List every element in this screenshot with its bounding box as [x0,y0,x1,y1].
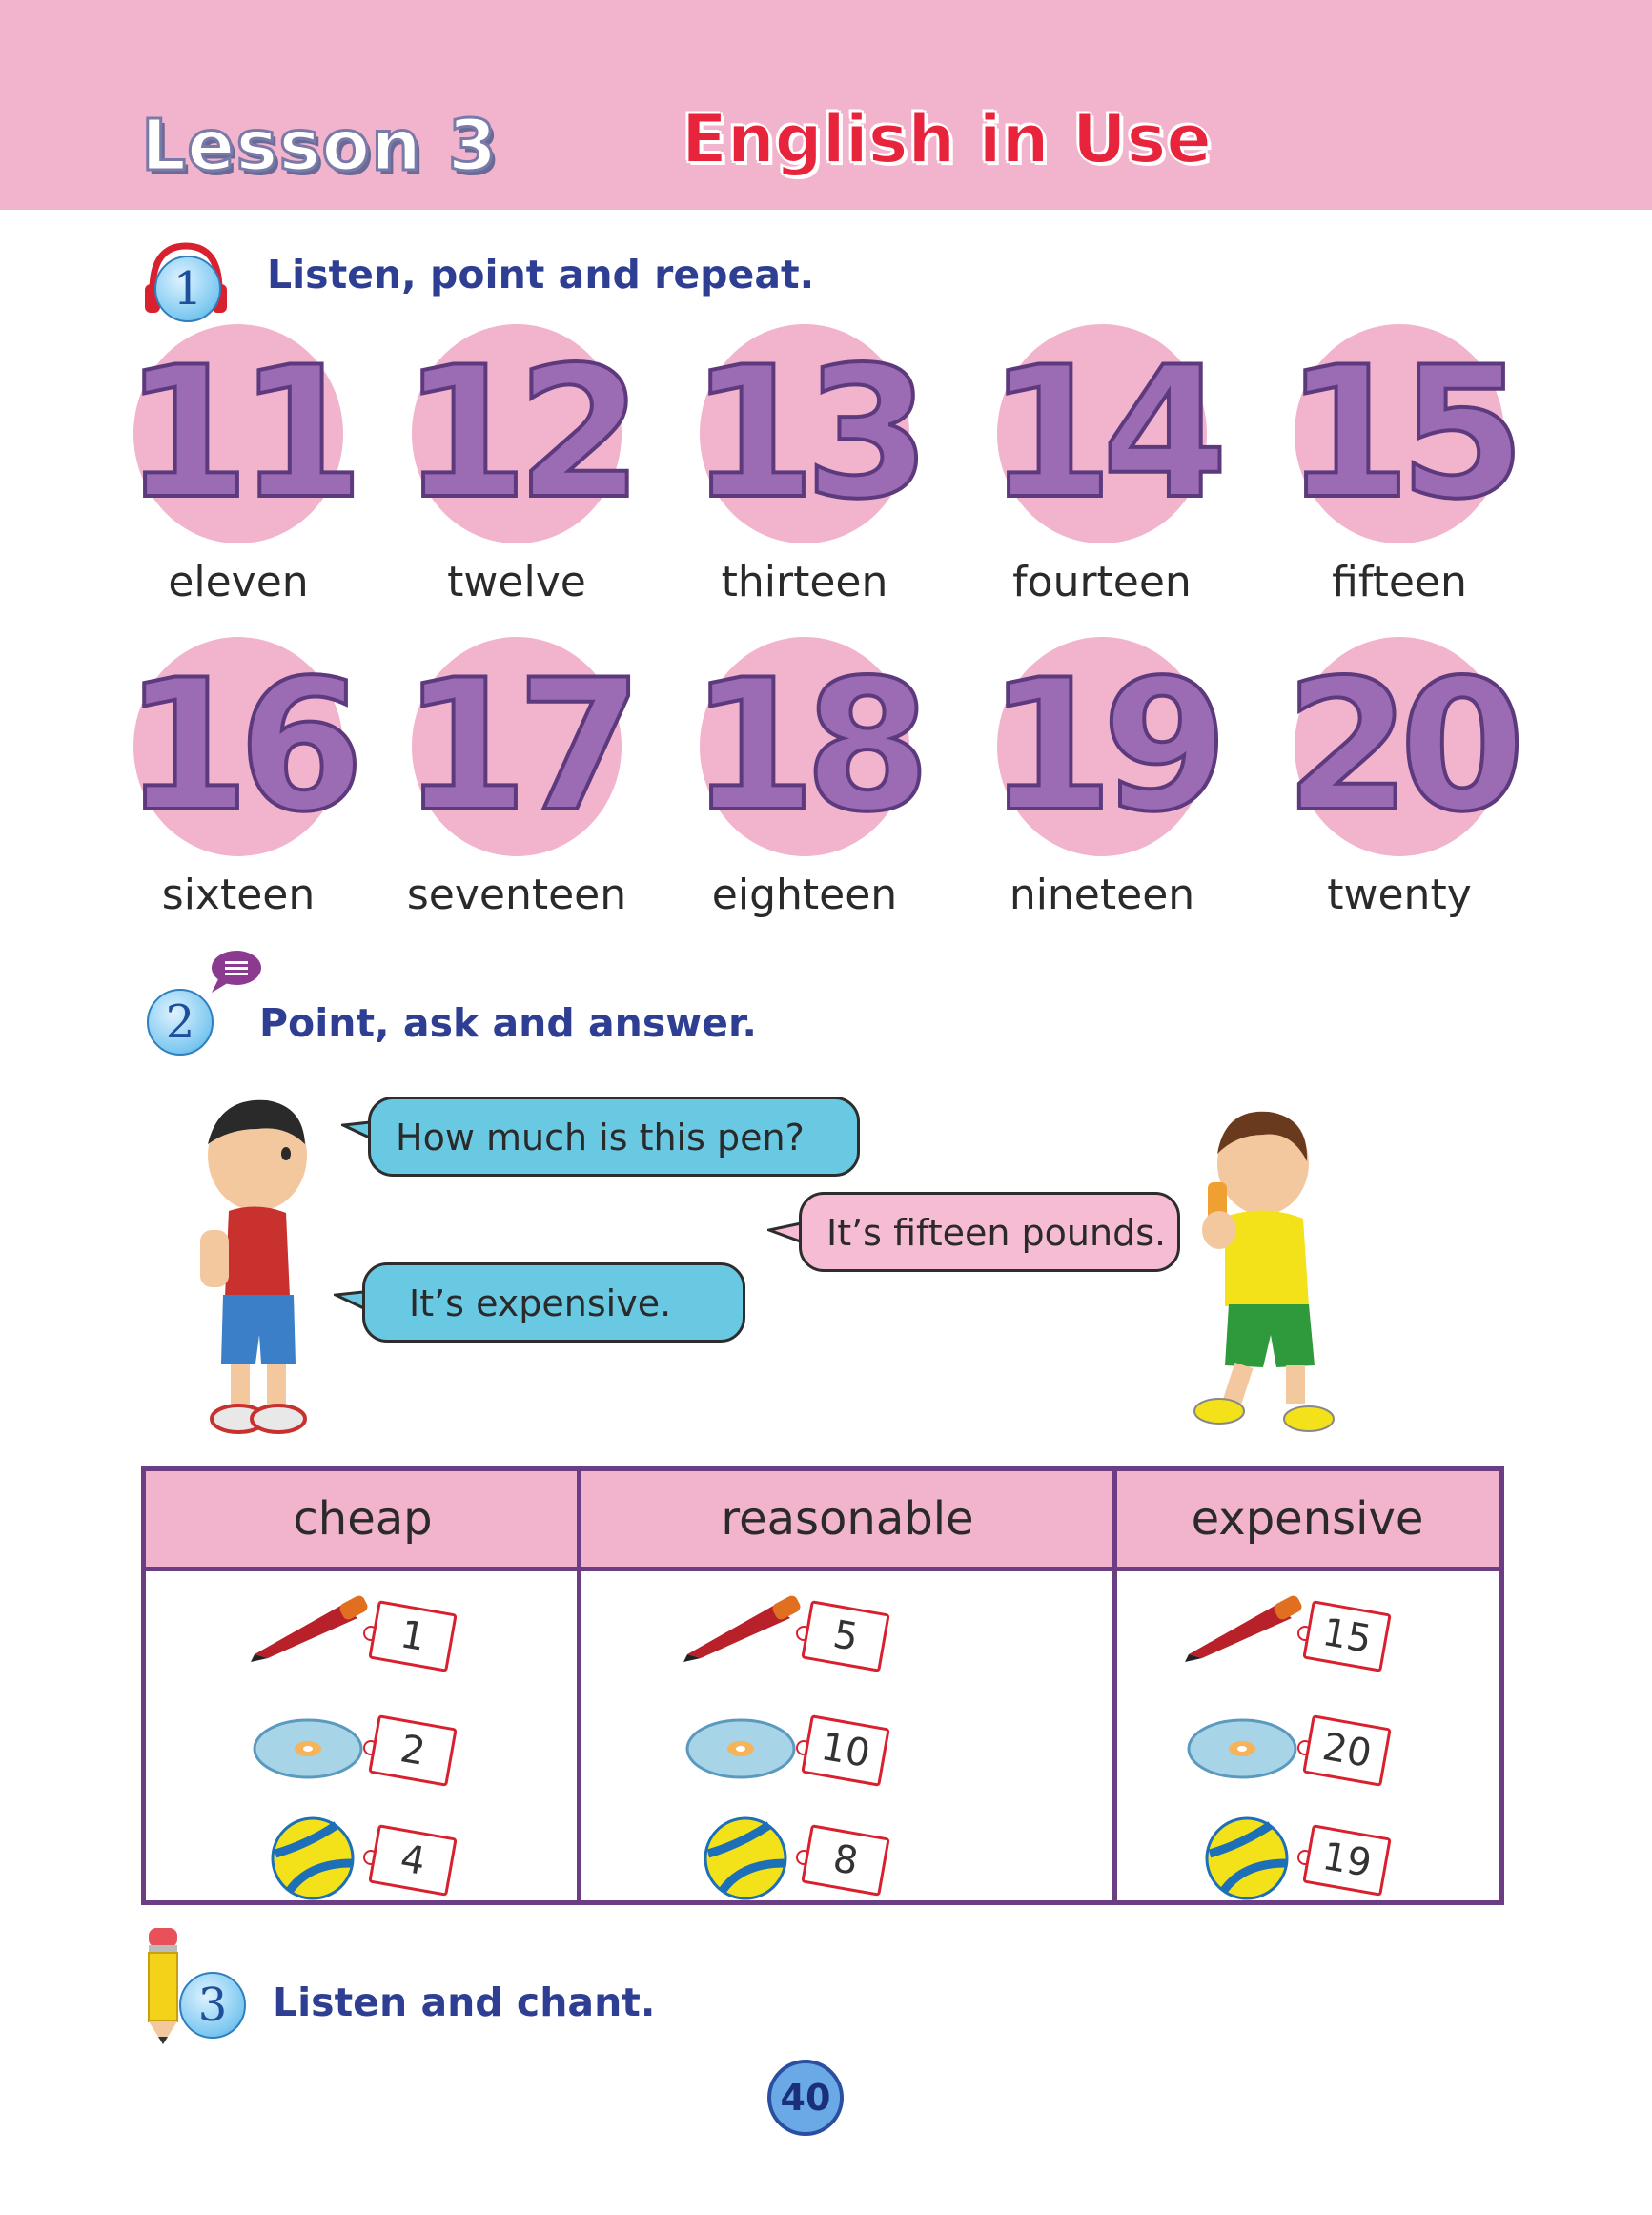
number-digit: 14 [987,328,1217,539]
price-tag: 10 [801,1714,889,1787]
page-number: 40 [767,2060,844,2136]
section-3-number: 3 [179,1972,246,2039]
price-item-cd[interactable] [683,1700,912,1795]
price-tag: 19 [1302,1824,1391,1897]
speech-bubble-icon [206,949,263,996]
speech-bubble-comment: It’s expensive. [362,1262,745,1343]
number-card[interactable] [374,324,660,639]
volleyball-icon [1204,1815,1290,1901]
pencil-icon [141,1924,189,2046]
number-word: eleven [168,558,309,606]
table-divider [1112,1471,1117,1900]
price-tag: 15 [1302,1600,1391,1672]
pen-icon [683,1595,807,1662]
number-card[interactable] [662,324,948,639]
number-digit: 17 [401,641,632,851]
page-header [0,0,1652,210]
number-card[interactable] [1256,637,1542,952]
number-word: seventeen [406,871,627,919]
section-2-number: 2 [147,989,214,1056]
number-digit: 12 [401,328,632,539]
number-word: nineteen [1009,871,1195,919]
price-tag: 8 [801,1824,889,1897]
speech-bubble-question: How much is this pen? [368,1097,860,1177]
number-card[interactable] [374,637,660,952]
price-tag: 1 [368,1600,457,1672]
pen-icon [251,1595,375,1662]
number-card[interactable] [95,324,381,639]
number-digit: 18 [689,641,920,851]
cd-icon [683,1715,798,1782]
number-card[interactable] [95,637,381,952]
number-digit: 11 [123,328,354,539]
section-1-heading [143,238,815,324]
number-word: fifteen [1332,558,1467,606]
number-card[interactable] [1256,324,1542,639]
table-header-reasonable: reasonable [580,1471,1115,1571]
section-2-instruction: Point, ask and answer. [259,1000,757,1046]
number-card[interactable] [662,637,948,952]
section-1-number: 1 [154,256,221,322]
number-word: fourteen [1012,558,1192,606]
number-digit: 19 [987,641,1217,851]
volleyball-icon [703,1815,788,1901]
number-word: sixteen [161,871,316,919]
number-word: thirteen [721,558,888,606]
cd-icon [1185,1715,1299,1782]
cd-icon [251,1715,365,1782]
price-item-ball[interactable] [251,1810,479,1905]
boy-illustration-right [1187,1097,1349,1440]
price-item-pen[interactable] [683,1586,912,1681]
table-header-expensive: expensive [1115,1471,1499,1571]
pen-icon [1185,1595,1309,1662]
section-3-heading [141,1924,808,2048]
number-card[interactable] [959,637,1245,952]
number-word: twelve [447,558,586,606]
boy-illustration-left [191,1087,324,1440]
section-2-heading [143,949,810,1068]
lesson-title: Lesson 3 [141,105,499,187]
number-digit: 15 [1284,328,1515,539]
price-item-ball[interactable] [683,1810,912,1905]
price-tag: 20 [1302,1714,1391,1787]
unit-title: English in Use [682,100,1212,178]
price-item-ball[interactable] [1185,1810,1414,1905]
section-1-instruction: Listen, point and repeat. [267,252,815,297]
price-tag: 4 [368,1824,457,1897]
table-header-cheap: cheap [146,1471,580,1571]
number-card[interactable] [959,324,1245,639]
number-digit: 13 [689,328,920,539]
price-tag: 2 [368,1714,457,1787]
number-digit: 20 [1284,641,1515,851]
price-item-pen[interactable] [251,1586,479,1681]
price-item-cd[interactable] [251,1700,479,1795]
number-digit: 16 [123,641,354,851]
speech-bubble-answer: It’s fifteen pounds. [799,1192,1180,1272]
table-divider [577,1471,581,1900]
section-3-instruction: Listen and chant. [273,1979,656,2025]
price-tag: 5 [801,1600,889,1672]
volleyball-icon [270,1815,356,1901]
price-item-pen[interactable] [1185,1586,1414,1681]
number-word: twenty [1327,871,1472,919]
price-item-cd[interactable] [1185,1700,1414,1795]
number-word: eighteen [711,871,898,919]
price-table [141,1466,1504,1905]
